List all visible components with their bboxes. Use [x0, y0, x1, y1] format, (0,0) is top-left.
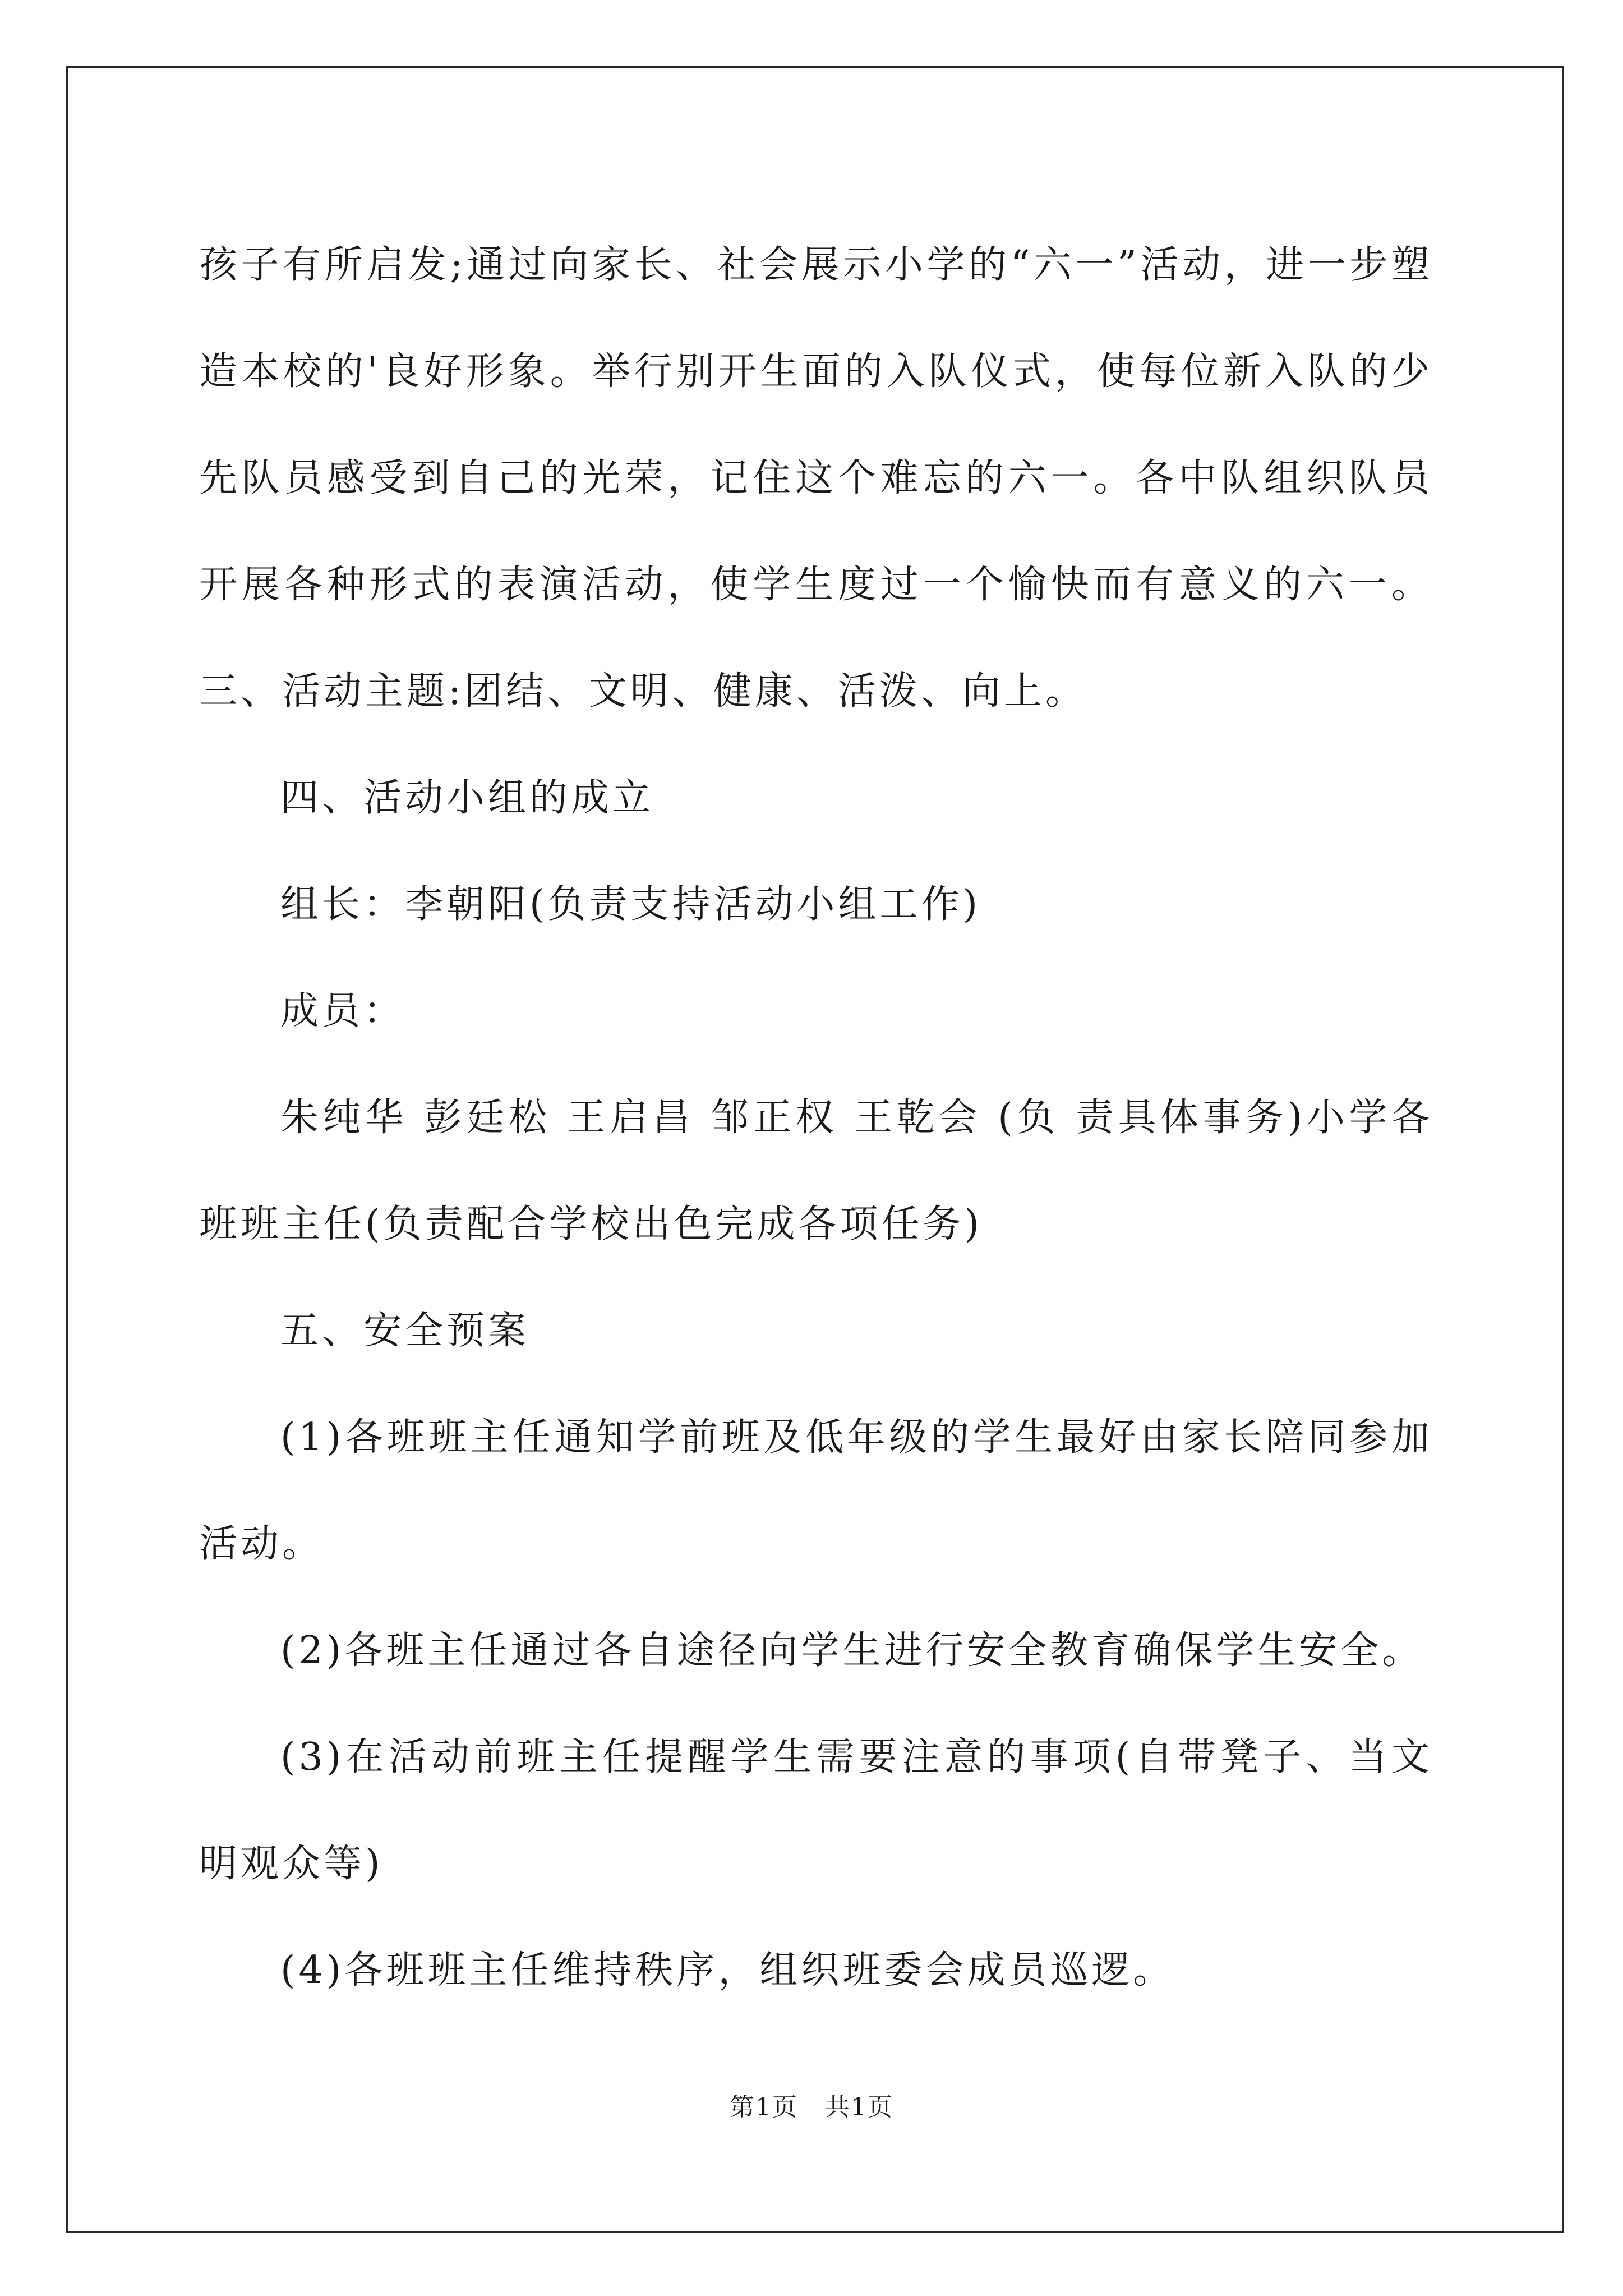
heading-section-five: 五、安全预案 — [280, 1309, 530, 1353]
document-body — [199, 212, 1433, 2024]
paragraph-group-leader: 组长：李朝阳(负责支持活动小组工作) — [280, 882, 981, 927]
safety-item-1: (1)各班班主任通知学前班及低年级的学生最好由家长陪同参加活动。 — [199, 1415, 1433, 1566]
paragraph-members-label: 成员： — [280, 989, 405, 1033]
safety-item-3: (3)在活动前班主任提醒学生需要注意的事项(自带凳子、当文明观众等) — [199, 1735, 1433, 1886]
paragraph-members-list: 朱纯华 彭廷松 王启昌 邹正权 王乾会 (负 责具体事务)小学各班班主任(负责配合学校出色完成各项任务) — [199, 1096, 1433, 1246]
safety-item-4: (4)各班班主任维持秩序，组织班委会成员巡逻。 — [280, 1948, 1175, 1993]
heading-section-four: 四、活动小组的成立 — [280, 776, 654, 820]
paragraph-intro: 孩子有所启发;通过向家长、社会展示小学的“六一”活动，进一步塑造本校的'良好形象。举行别开生面的入队仪式，使每位新入队的少先队员感受到自己的光荣，记住这个难忘的六一。各中队组织队员开展各种形式的表演活动，使学生度过一个愉快而有意义的六一。 三、活动主题:团结、文明、健康、活泼、向上。 — [199, 243, 1433, 714]
safety-item-2: (2)各班主任通过各自途径向学生进行安全教育确保学生安全。 — [280, 1628, 1424, 1673]
page-number-footer: 第1页 共1页 — [730, 2093, 893, 2122]
